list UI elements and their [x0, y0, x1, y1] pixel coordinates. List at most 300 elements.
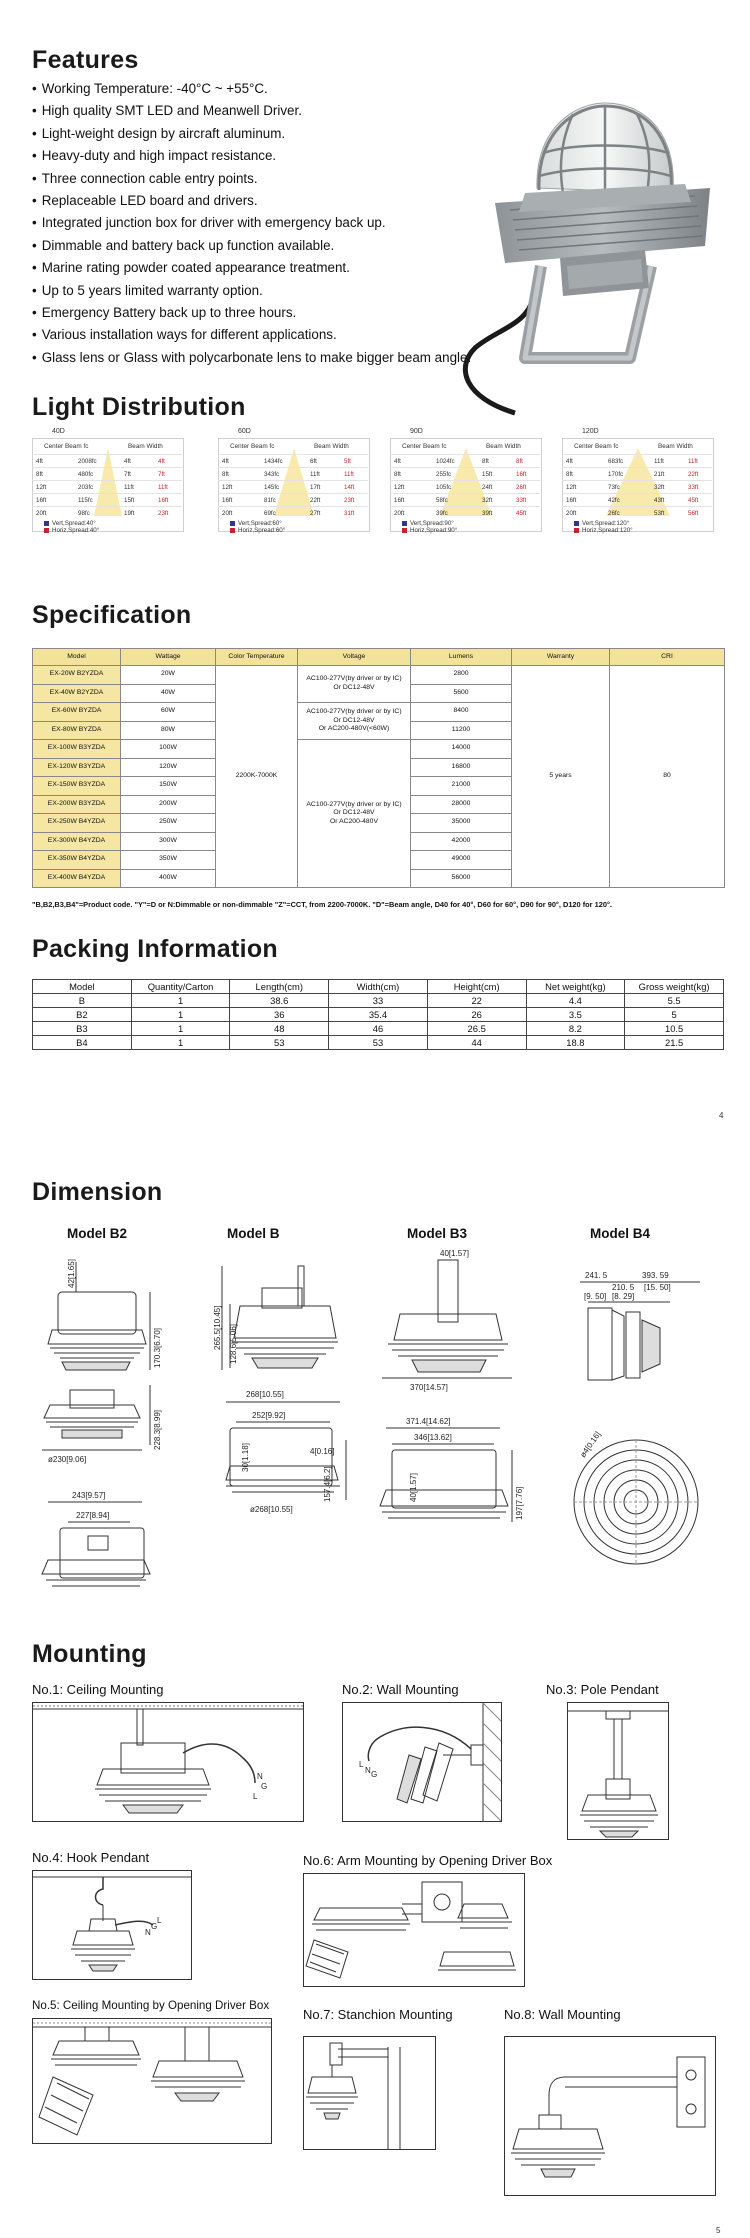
ld-row — [32, 454, 182, 467]
wire-g-1: G — [261, 1782, 268, 1791]
ld-legend-vert — [230, 520, 282, 527]
ld-fc: 42fc — [608, 497, 620, 504]
ld-head-center: Center Beam fc — [44, 443, 89, 450]
wire-n-2: N — [365, 1766, 371, 1775]
drawing-b3-side — [382, 1260, 512, 1378]
packing-cell: 8.2 — [526, 1022, 625, 1036]
ld-legend-horiz-text: Horiz,Spread:60° — [238, 527, 286, 534]
packing-cell: 33 — [329, 994, 428, 1008]
spec-model: EX-40W B2YZDA — [33, 684, 121, 703]
spec-model: EX-20W B2YZDA — [33, 666, 121, 685]
dimension-drawings — [0, 1240, 750, 1600]
mount-pole-pendant — [567, 1702, 669, 1840]
ld-row — [390, 454, 540, 467]
packing-cell: 1 — [131, 994, 230, 1008]
dim-b4-c: 210. 5 — [612, 1283, 635, 1292]
ld-width-vert: 19ft — [124, 510, 135, 517]
ld-row — [562, 480, 712, 493]
spec-cri: 80 — [610, 666, 725, 888]
packing-header: Width(cm) — [329, 980, 428, 994]
dim-b-e: 4[0.16] — [310, 1447, 335, 1456]
feature-item: • Emergency Battery back up to three hours. — [32, 302, 482, 324]
spec-lumens: 21000 — [411, 777, 512, 796]
ld-width-horiz: 14ft — [344, 484, 355, 491]
mount-arm-driver-box — [303, 1873, 525, 1987]
model-b3-label: Model B3 — [407, 1226, 468, 1241]
ld-width-horiz: 16ft — [158, 497, 169, 504]
packing-table — [32, 979, 724, 1050]
wire-n-4: N — [145, 1928, 151, 1937]
feature-item: • Light-weight design by aircraft aluminum. — [32, 123, 482, 145]
mount-ceiling-driver-box — [32, 2018, 272, 2144]
ld-width-horiz: 45ft — [688, 497, 699, 504]
spec-model: EX-350W B4YZDA — [33, 851, 121, 870]
model-b2-label: Model B2 — [67, 1226, 128, 1241]
ld-width-vert: 11ft — [124, 484, 134, 491]
dim-b2-f: 227[8.94] — [76, 1511, 110, 1520]
ld-head-center: Center Beam fc — [402, 443, 447, 450]
spec-model: EX-300W B4YZDA — [33, 832, 121, 851]
spec-voltage-3-l1: AC100-277V(by driver or by IC) — [306, 800, 402, 808]
dim-b-b: 128.6[5.06] — [229, 1323, 238, 1364]
spec-header: Color Temperature — [216, 649, 298, 666]
ld-width-horiz: 23ft — [344, 497, 355, 504]
ld-fc: 203fc — [78, 484, 94, 491]
ld-fc: 105fc — [436, 484, 452, 491]
spec-wattage: 100W — [121, 740, 216, 759]
ld-width-vert: 17ft — [310, 484, 321, 491]
ld-head-width: Beam Width — [658, 443, 693, 450]
spec-voltage-2-l1: AC100-277V(by driver or by IC) — [306, 708, 402, 716]
product-image — [455, 98, 725, 428]
features-title: Features — [32, 46, 139, 74]
ld-panel-60d — [218, 428, 370, 534]
ld-width-horiz: 16ft — [516, 471, 527, 478]
packing-title: Packing Information — [32, 935, 279, 963]
spec-wattage: 250W — [121, 814, 216, 833]
packing-header: Model — [33, 980, 132, 994]
ld-width-vert: 15ft — [124, 497, 135, 504]
ld-legend-vert — [402, 520, 454, 527]
ld-fc: 255fc — [436, 471, 452, 478]
packing-cell: 1 — [131, 1036, 230, 1050]
ld-height: 20ft — [222, 510, 233, 517]
spec-wattage: 350W — [121, 851, 216, 870]
ld-row — [562, 493, 712, 506]
spec-wattage: 40W — [121, 684, 216, 703]
ld-row — [218, 454, 368, 467]
packing-cell: B4 — [33, 1036, 132, 1050]
ld-width-horiz: 56ft — [688, 510, 699, 517]
dim-b3-f: 197[7.76] — [515, 1486, 524, 1520]
ld-width-vert: 53ft — [654, 510, 665, 517]
ld-height: 8ft — [36, 471, 43, 478]
dim-b-a: 265.5[10.45] — [213, 1305, 222, 1350]
packing-row — [33, 1036, 724, 1050]
packing-cell: 36 — [230, 1008, 329, 1022]
packing-row — [33, 1008, 724, 1022]
ld-height: 16ft — [566, 497, 577, 504]
ld-legend-vert-text: Vert,Spread:60° — [238, 520, 282, 527]
packing-row — [33, 994, 724, 1008]
ld-row — [218, 493, 368, 506]
packing-header: Quantity/Carton — [131, 980, 230, 994]
spec-lumens: 14000 — [411, 740, 512, 759]
ld-height: 16ft — [36, 497, 47, 504]
wire-l-1: N — [257, 1772, 263, 1781]
wire-g-4: G — [151, 1922, 158, 1931]
spec-model: EX-60W BYZDA — [33, 703, 121, 722]
feature-item: • Marine rating powder coated appearance treatment. — [32, 257, 482, 279]
ld-row — [218, 480, 368, 493]
spec-model: EX-250W B4YZDA — [33, 814, 121, 833]
ld-width-vert: 24ft — [482, 484, 493, 491]
packing-cell: 22 — [427, 994, 526, 1008]
ld-fc: 2008fc — [78, 458, 97, 465]
drawing-b2-side — [48, 1262, 150, 1370]
packing-cell: 4.4 — [526, 994, 625, 1008]
ld-width-horiz: 33ft — [688, 484, 699, 491]
ld-fc: 1024fc — [436, 458, 455, 465]
ld-row — [218, 506, 368, 519]
ld-height: 20ft — [36, 510, 47, 517]
ld-panel-90d — [390, 428, 542, 534]
light-distribution-title: Light Distribution — [32, 393, 246, 421]
ld-angle: 60D — [238, 428, 251, 435]
packing-cell: 3.5 — [526, 1008, 625, 1022]
spec-lumens: 16800 — [411, 758, 512, 777]
ld-width-vert: 15ft — [482, 471, 493, 478]
ld-fc: 39fc — [436, 510, 448, 517]
ld-height: 4ft — [394, 458, 401, 465]
mount-wall — [342, 1702, 502, 1822]
mount-label-8: No.8: Wall Mounting — [504, 2007, 621, 2022]
ld-width-horiz: 26ft — [516, 484, 527, 491]
ld-panel-120d — [562, 428, 714, 534]
ld-height: 12ft — [566, 484, 577, 491]
ld-height: 4ft — [36, 458, 43, 465]
ld-width-vert: 32ft — [654, 484, 665, 491]
ld-width-vert: 22ft — [310, 497, 321, 504]
wire-g-2: G — [371, 1770, 378, 1779]
ld-width-vert: 4ft — [124, 458, 131, 465]
spec-header: Wattage — [121, 649, 216, 666]
ld-head-center: Center Beam fc — [230, 443, 275, 450]
spec-lumens: 2800 — [411, 666, 512, 685]
ld-fc: 1434fc — [264, 458, 283, 465]
feature-item: • Heavy-duty and high impact resistance. — [32, 145, 482, 167]
ld-height: 8ft — [566, 471, 573, 478]
spec-lumens: 42000 — [411, 832, 512, 851]
packing-cell: 35.4 — [329, 1008, 428, 1022]
ld-height: 12ft — [394, 484, 405, 491]
dim-b-d: 252[9.92] — [252, 1411, 286, 1420]
ld-height: 20ft — [566, 510, 577, 517]
ld-width-horiz: 11ft — [688, 458, 698, 465]
packing-cell: 44 — [427, 1036, 526, 1050]
ld-legend-horiz — [402, 527, 457, 534]
spec-model: EX-400W B4YZDA — [33, 869, 121, 888]
ld-fc: 170fc — [608, 471, 624, 478]
dim-b4-b: 393. 59 — [642, 1271, 669, 1280]
spec-voltage-2 — [298, 703, 411, 740]
mount-hook-pendant — [32, 1870, 192, 1980]
packing-header: Net weight(kg) — [526, 980, 625, 994]
feature-item: • Replaceable LED board and drivers. — [32, 190, 482, 212]
ld-row — [390, 467, 540, 480]
packing-row — [33, 1022, 724, 1036]
ld-row — [390, 480, 540, 493]
ld-legend-horiz — [44, 527, 99, 534]
ld-legend-horiz — [230, 527, 285, 534]
ld-row — [562, 506, 712, 519]
features-list — [32, 78, 482, 369]
ld-width-horiz: 22ft — [688, 471, 699, 478]
spec-wattage: 60W — [121, 703, 216, 722]
packing-cell: 5.5 — [625, 994, 724, 1008]
ld-width-vert: 7ft — [124, 471, 131, 478]
spec-voltage-2-l2: Or DC12-48V — [333, 716, 375, 724]
ld-row — [562, 467, 712, 480]
spec-voltage-1-l2: Or DC12-48V — [333, 684, 375, 691]
spec-voltage-3 — [298, 740, 411, 888]
feature-item: • Various installation ways for different applications. — [32, 324, 482, 346]
ld-angle: 90D — [410, 428, 423, 435]
ld-fc: 26fc — [608, 510, 620, 517]
packing-cell: 21.5 — [625, 1036, 724, 1050]
ld-width-vert: 8ft — [482, 458, 489, 465]
dim-b3-e: 40[1.57] — [409, 1473, 418, 1502]
ld-width-vert: 11ft — [654, 458, 664, 465]
ld-width-vert: 11ft — [310, 471, 320, 478]
packing-cell: 1 — [131, 1008, 230, 1022]
ld-width-vert: 21ft — [654, 471, 665, 478]
mount-stanchion — [303, 2036, 436, 2150]
packing-cell: 53 — [230, 1036, 329, 1050]
drawing-b-side — [222, 1266, 338, 1370]
spec-header: Warranty — [512, 649, 610, 666]
specification-title: Specification — [32, 601, 192, 629]
packing-cell: 26.5 — [427, 1022, 526, 1036]
wire-n-1: L — [253, 1792, 258, 1801]
specification-note: "B,B2,B3,B4"=Product code. "Y"=D or N:Dimmable or non-dimmable "Z"=CCT, from 2200-7000K. "D"=Beam angle, D40 for 40°, D60 for 60°, D90 for 90°, D120 for 120°. — [32, 900, 612, 909]
ld-fc: 81fc — [264, 497, 276, 504]
spec-lumens: 49000 — [411, 851, 512, 870]
packing-cell: B — [33, 994, 132, 1008]
ld-legend-vert-text: Vert,Spread:90° — [410, 520, 454, 527]
ld-height: 20ft — [394, 510, 405, 517]
ld-fc: 343fc — [264, 471, 280, 478]
spec-model: EX-80W BYZDA — [33, 721, 121, 740]
ld-width-vert: 32ft — [482, 497, 493, 504]
spec-wattage: 400W — [121, 869, 216, 888]
ld-legend-horiz-text: Horiz,Spread:120° — [582, 527, 633, 534]
ld-width-horiz: 33ft — [516, 497, 527, 504]
feature-item: • Up to 5 years limited warranty option. — [32, 280, 482, 302]
spec-header: Model — [33, 649, 121, 666]
packing-cell: 5 — [625, 1008, 724, 1022]
ld-height: 12ft — [222, 484, 233, 491]
ld-row — [32, 467, 182, 480]
ld-width-horiz: 8ft — [516, 458, 523, 465]
ld-row — [562, 454, 712, 467]
ld-head-center: Center Beam fc — [574, 443, 619, 450]
ld-height: 4ft — [566, 458, 573, 465]
dimension-title: Dimension — [32, 1178, 163, 1206]
ld-fc: 98fc — [78, 510, 90, 517]
mount-ceiling — [32, 1702, 304, 1822]
spec-row — [33, 666, 725, 685]
dim-b4-g: ø4[0.16] — [578, 1429, 603, 1460]
spec-wattage: 200W — [121, 795, 216, 814]
ld-width-vert: 39ft — [482, 510, 493, 517]
ld-row — [390, 506, 540, 519]
spec-header: CRI — [610, 649, 725, 666]
ld-panel-40d — [32, 428, 184, 534]
ld-width-horiz: 31ft — [344, 510, 355, 517]
mount-label-5: No.5: Ceiling Mounting by Opening Driver Box — [32, 1999, 270, 2012]
ld-legend-horiz — [574, 527, 633, 534]
packing-cell: 53 — [329, 1036, 428, 1050]
ld-height: 8ft — [394, 471, 401, 478]
spec-wattage: 150W — [121, 777, 216, 796]
mounting-title: Mounting — [32, 1640, 147, 1668]
spec-lumens: 28000 — [411, 795, 512, 814]
dim-b2-a: 42[1.65] — [67, 1259, 76, 1288]
dim-b2-b: 170.3[6.70] — [153, 1327, 162, 1368]
ld-fc: 73fc — [608, 484, 620, 491]
dim-b4-f: [8. 29] — [612, 1292, 635, 1301]
dim-b3-a: 40[1.57] — [440, 1249, 469, 1258]
ld-head-width: Beam Width — [486, 443, 521, 450]
mount-label-1: No.1: Ceiling Mounting — [32, 1682, 164, 1697]
dim-b-c: 268[10.55] — [246, 1390, 284, 1399]
dim-b4-e: [9. 50] — [584, 1292, 607, 1301]
spec-model: EX-120W B3YZDA — [33, 758, 121, 777]
ld-height: 16ft — [222, 497, 233, 504]
ld-width-horiz: 11ft — [158, 484, 168, 491]
ld-row — [390, 493, 540, 506]
ld-row — [32, 493, 182, 506]
spec-wattage: 80W — [121, 721, 216, 740]
mount-label-7: No.7: Stanchion Mounting — [303, 2007, 453, 2022]
feature-item: • Glass lens or Glass with polycarbonate lens to make bigger beam angle. — [32, 347, 482, 369]
ld-head-width: Beam Width — [128, 443, 163, 450]
mount-wall-2 — [504, 2036, 716, 2196]
ld-legend-vert — [44, 520, 96, 527]
ld-row — [218, 467, 368, 480]
packing-header: Length(cm) — [230, 980, 329, 994]
ld-fc: 145fc — [264, 484, 280, 491]
ld-legend-vert — [574, 520, 629, 527]
drawing-b4-bottom — [574, 1440, 698, 1564]
dim-b3-d: 346[13.62] — [414, 1433, 452, 1442]
spec-voltage-3-l3: Or AC200-480V — [330, 817, 378, 825]
spec-wattage: 120W — [121, 758, 216, 777]
ld-height: 4ft — [222, 458, 229, 465]
dim-b-f: 30[1.18] — [241, 1443, 250, 1472]
dim-b3-b: 370[14.57] — [410, 1383, 448, 1392]
ld-legend-horiz-text: Horiz,Spread:40° — [52, 527, 100, 534]
spec-voltage-1-l1: AC100-277V(by driver or by IC) — [306, 675, 402, 683]
spec-lumens: 56000 — [411, 869, 512, 888]
feature-item: • Three connection cable entry points. — [32, 168, 482, 190]
spec-wattage: 20W — [121, 666, 216, 685]
ld-row — [32, 480, 182, 493]
spec-header: Lumens — [411, 649, 512, 666]
spec-voltage-2-l3: Or AC200-480V(<60W) — [318, 725, 390, 733]
ld-fc: 115fc — [78, 497, 93, 504]
ld-width-horiz: 23ft — [158, 510, 169, 517]
ld-legend-vert-text: Vert,Spread:40° — [52, 520, 96, 527]
ld-width-horiz: 45ft — [516, 510, 527, 517]
dim-b2-c: 228.3[8.99] — [153, 1409, 162, 1450]
spec-lumens: 5600 — [411, 684, 512, 703]
model-b-label: Model B — [227, 1226, 280, 1241]
ld-fc: 480fc — [78, 471, 94, 478]
dim-b-g: 157.4[6.2] — [323, 1466, 332, 1502]
packing-cell: 26 — [427, 1008, 526, 1022]
spec-voltage-3-l2: Or DC12-48V — [333, 809, 375, 817]
spec-wattage: 300W — [121, 832, 216, 851]
drawing-b2-front — [42, 1385, 150, 1450]
spec-warranty: 5 years — [512, 666, 610, 888]
packing-cell: 18.8 — [526, 1036, 625, 1050]
ld-height: 16ft — [394, 497, 405, 504]
ld-angle: 120D — [582, 428, 599, 435]
wire-l-2: L — [359, 1760, 364, 1769]
packing-cell: 48 — [230, 1022, 329, 1036]
ld-row — [32, 506, 182, 519]
ld-fc: 683fc — [608, 458, 624, 465]
spec-model: EX-100W B3YZDA — [33, 740, 121, 759]
ld-fc: 58fc — [436, 497, 448, 504]
ld-height: 12ft — [36, 484, 47, 491]
feature-item: • High quality SMT LED and Meanwell Driver. — [32, 100, 482, 122]
ld-width-vert: 27ft — [310, 510, 321, 517]
dim-b2-e: 243[9.57] — [72, 1491, 106, 1500]
feature-item: • Integrated junction box for driver with emergency back up. — [32, 212, 482, 234]
model-b4-label: Model B4 — [590, 1226, 651, 1241]
drawing-b3-front — [380, 1428, 512, 1522]
packing-header: Height(cm) — [427, 980, 526, 994]
dim-b4-d: [15. 50] — [644, 1283, 671, 1292]
packing-cell: B3 — [33, 1022, 132, 1036]
ld-legend-vert-text: Vert,Spread:120° — [582, 520, 630, 527]
packing-cell: 46 — [329, 1022, 428, 1036]
dim-b-h: ø268[10.55] — [250, 1505, 293, 1514]
packing-cell: 1 — [131, 1022, 230, 1036]
ld-fc: 69fc — [264, 510, 276, 517]
mount-label-2: No.2: Wall Mounting — [342, 1682, 459, 1697]
mount-label-3: No.3: Pole Pendant — [546, 1682, 659, 1697]
ld-width-vert: 6ft — [310, 458, 317, 465]
mount-label-6: No.6: Arm Mounting by Opening Driver Box — [303, 1853, 553, 1868]
wire-l-4: L — [157, 1916, 162, 1925]
ld-width-horiz: 5ft — [344, 458, 351, 465]
packing-cell: B2 — [33, 1008, 132, 1022]
spec-model: EX-150W B3YZDA — [33, 777, 121, 796]
spec-model: EX-200W B3YZDA — [33, 795, 121, 814]
spec-color-temp: 2200K-7000K — [216, 666, 298, 888]
ld-width-horiz: 7ft — [158, 471, 165, 478]
spec-lumens: 11200 — [411, 721, 512, 740]
ld-angle: 40D — [52, 428, 65, 435]
ld-height: 8ft — [222, 471, 229, 478]
page-number-2: 5 — [716, 2226, 721, 2235]
ld-width-horiz: 11ft — [344, 471, 354, 478]
specification-table — [32, 648, 725, 888]
